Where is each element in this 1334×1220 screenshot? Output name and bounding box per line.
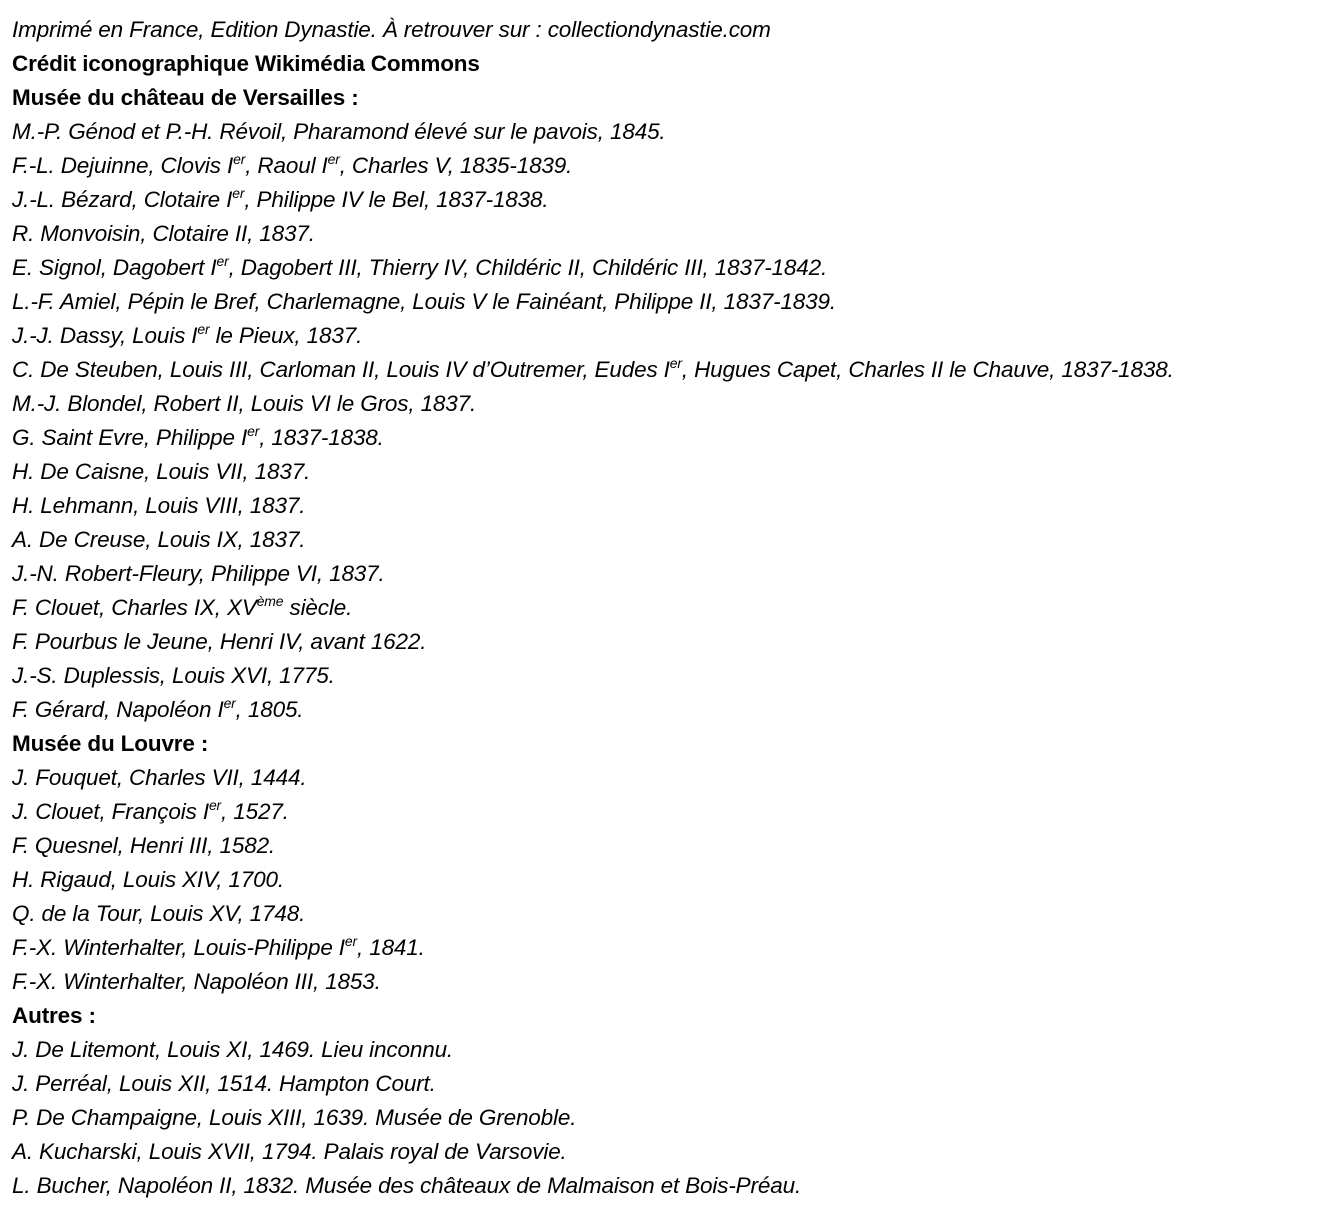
section-heading: Autres : — [12, 1003, 96, 1028]
credit-entry: Q. de la Tour, Louis XV, 1748. — [12, 901, 306, 926]
section-heading: Musée du château de Versailles : — [12, 85, 359, 110]
credit-entry: J. De Litemont, Louis XI, 1469. Lieu inconnu. — [12, 1037, 454, 1062]
superscript: er — [344, 932, 357, 949]
credit-entry: F.-L. Dejuinne, Clovis Ier, Raoul Ier, Charles V, 1835-1839. — [12, 150, 573, 178]
credit-entry: F. Pourbus le Jeune, Henri IV, avant 1622. — [12, 629, 427, 654]
credit-entry: M.-J. Blondel, Robert II, Louis VI le Gros, 1837. — [12, 391, 477, 416]
superscript: er — [232, 184, 245, 201]
credit-entry: A. Kucharski, Louis XVII, 1794. Palais royal de Varsovie. — [12, 1139, 567, 1164]
credit-entry: E. Signol, Dagobert Ier, Dagobert III, Thierry IV, Childéric II, Childéric III, 1837-1842. — [12, 252, 828, 280]
superscript: er — [327, 150, 340, 167]
credit-entry: H. Rigaud, Louis XIV, 1700. — [12, 867, 284, 892]
credit-entry: L.-F. Amiel, Pépin le Bref, Charlemagne, Louis V le Fainéant, Philippe II, 1837-1839. — [12, 289, 836, 314]
superscript: er — [223, 694, 236, 711]
credit-entry: F. Clouet, Charles IX, XVème siècle. — [12, 592, 353, 620]
credit-entry: M.-P. Génod et P.-H. Révoil, Pharamond élevé sur le pavois, 1845. — [12, 119, 666, 144]
credit-entry: J. Clouet, François Ier, 1527. — [12, 796, 289, 824]
credit-entry: J.-N. Robert-Fleury, Philippe VI, 1837. — [12, 561, 385, 586]
credit-title: Crédit iconographique Wikimédia Commons — [12, 51, 480, 76]
credit-entry: L. Bucher, Napoléon II, 1832. Musée des châteaux de Malmaison et Bois-Préau. — [12, 1173, 802, 1198]
superscript: er — [233, 150, 246, 167]
superscript: ème — [256, 592, 284, 609]
superscript: er — [208, 796, 222, 813]
credit-entry: F.-X. Winterhalter, Louis-Philippe Ier, 1841. — [12, 932, 425, 960]
credit-entry: A. De Creuse, Louis IX, 1837. — [12, 527, 306, 552]
credit-entry: F. Gérard, Napoléon Ier, 1805. — [12, 694, 304, 722]
imprint-line: Imprimé en France, Edition Dynastie. À retrouver sur : collectiondynastie.com — [12, 17, 771, 42]
credit-sections — [12, 81, 1330, 1203]
credits-document — [12, 13, 1330, 1203]
credit-entry: F. Quesnel, Henri III, 1582. — [12, 833, 276, 858]
credit-entry: R. Monvoisin, Clotaire II, 1837. — [12, 221, 315, 246]
credit-entry: J.-S. Duplessis, Louis XVI, 1775. — [12, 663, 335, 688]
credit-entry: F.-X. Winterhalter, Napoléon III, 1853. — [12, 969, 381, 994]
credit-entry: J.-L. Bézard, Clotaire Ier, Philippe IV le Bel, 1837-1838. — [12, 184, 549, 212]
credit-entry: P. De Champaigne, Louis XIII, 1639. Musée de Grenoble. — [12, 1105, 577, 1130]
credit-entry: C. De Steuben, Louis III, Carloman II, Louis IV d’Outremer, Eudes Ier, Hugues Capet, Charles II le Chauve, 1837-1838. — [12, 354, 1174, 382]
credit-entry: J. Fouquet, Charles VII, 1444. — [12, 765, 307, 790]
superscript: er — [216, 252, 229, 269]
section-heading: Musée du Louvre : — [12, 731, 209, 756]
credit-entry: J.-J. Dassy, Louis Ier le Pieux, 1837. — [12, 320, 363, 348]
credit-entry: H. De Caisne, Louis VII, 1837. — [12, 459, 311, 484]
credit-entry: H. Lehmann, Louis VIII, 1837. — [12, 493, 306, 518]
superscript: er — [669, 354, 682, 371]
superscript: er — [197, 320, 210, 337]
superscript: er — [247, 422, 260, 439]
credit-entry: G. Saint Evre, Philippe Ier, 1837-1838. — [12, 422, 384, 450]
credit-entry: J. Perréal, Louis XII, 1514. Hampton Court. — [12, 1071, 436, 1096]
